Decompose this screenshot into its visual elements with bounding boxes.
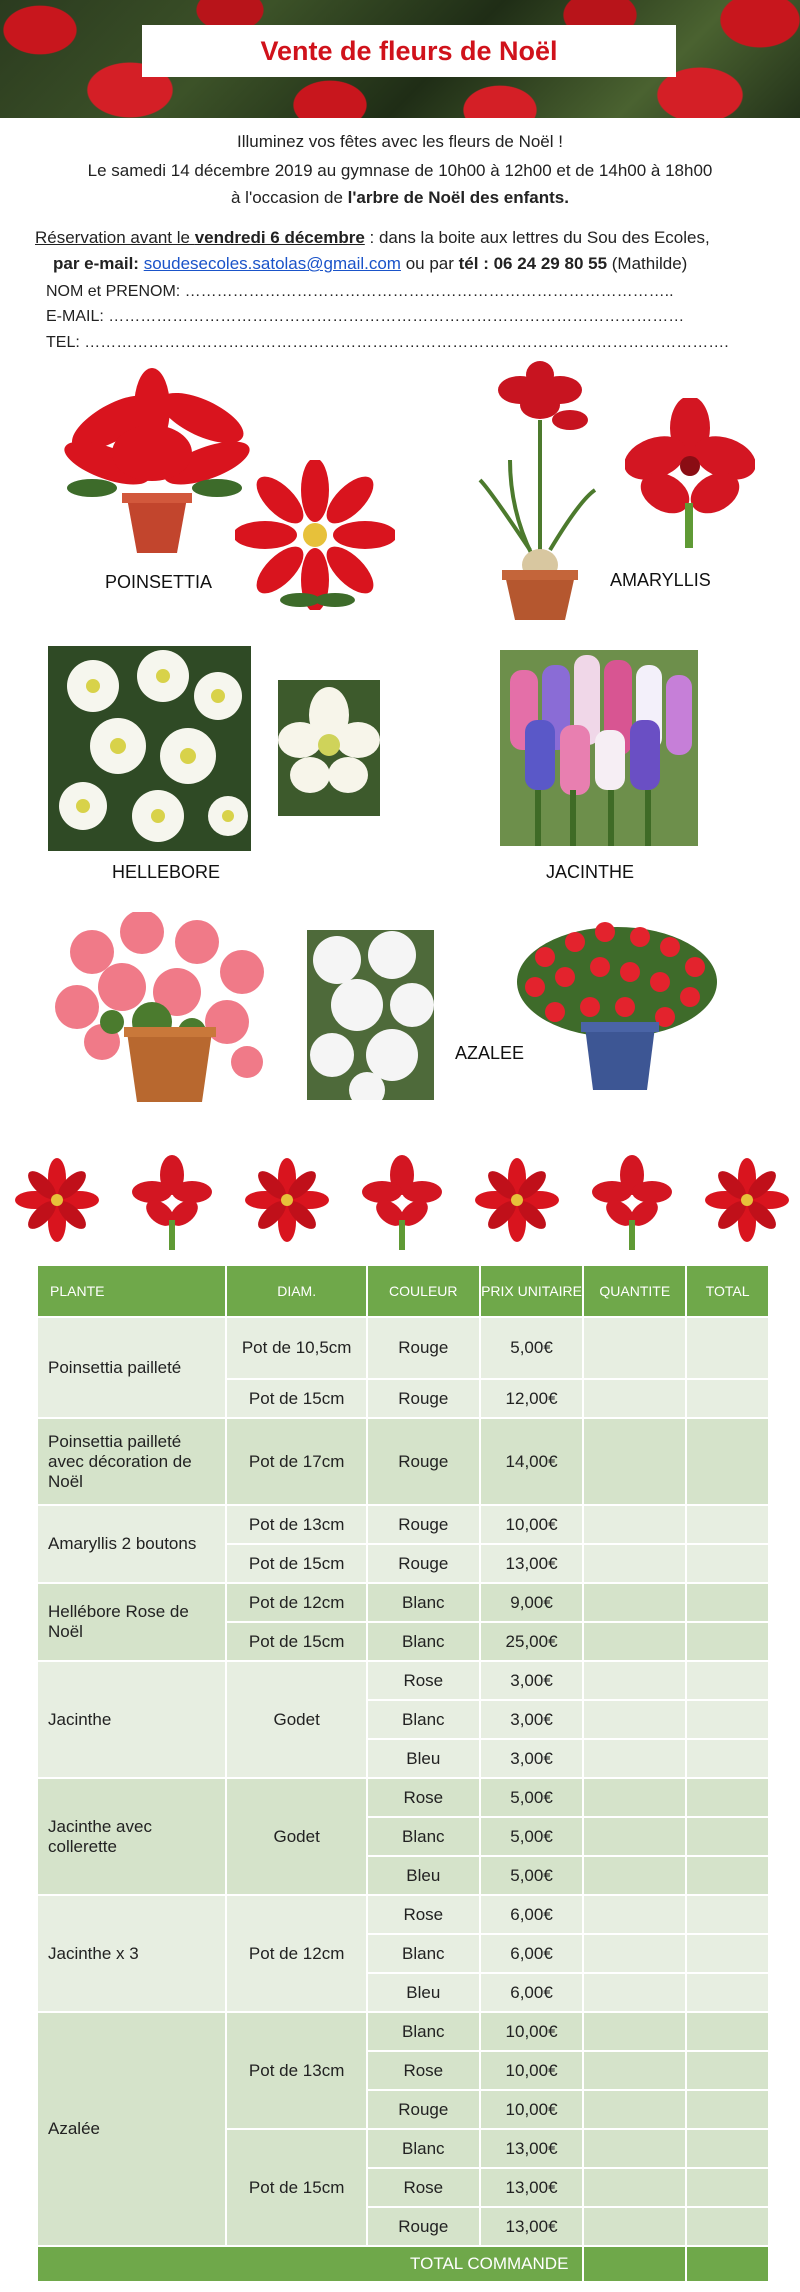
diameter-cell: Godet	[226, 1661, 367, 1778]
header-total: TOTAL	[686, 1265, 769, 1317]
reservation-label: Réservation avant le	[35, 228, 195, 247]
contact-line	[53, 254, 687, 274]
tel-name: (Mathilde)	[607, 254, 688, 273]
intro-line-3-text: à l'occasion de	[231, 188, 348, 207]
color-cell: Blanc	[367, 1622, 480, 1661]
color-cell: Rose	[367, 2168, 480, 2207]
plant-name-cell: Poinsettia pailleté	[37, 1317, 226, 1418]
quantity-cell[interactable]	[583, 1661, 686, 1700]
email-field[interactable]: E-MAIL: ………………………………………………………………………………………………	[46, 308, 685, 325]
header-prix: PRIX UNITAIRE	[480, 1265, 584, 1317]
table-row	[37, 1317, 769, 1379]
price-cell: 3,00€	[480, 1739, 584, 1778]
page-title: Vente de fleurs de Noël	[260, 35, 558, 66]
quantity-cell[interactable]	[583, 1973, 686, 2012]
price-cell: 10,00€	[480, 2012, 584, 2051]
quantity-cell[interactable]	[583, 1700, 686, 1739]
total-cell	[686, 1544, 769, 1583]
color-cell: Blanc	[367, 2012, 480, 2051]
intro-line-1: Illuminez vos fêtes avec les fleurs de Noël !	[237, 132, 563, 151]
total-cell	[686, 1317, 769, 1379]
total-cell	[686, 2168, 769, 2207]
price-cell: 10,00€	[480, 1505, 584, 1544]
quantity-cell[interactable]	[583, 2090, 686, 2129]
color-cell: Rouge	[367, 2207, 480, 2246]
quantity-cell[interactable]	[583, 1622, 686, 1661]
plant-name-cell: Jacinthe x 3	[37, 1895, 226, 2012]
color-cell: Rouge	[367, 1379, 480, 1418]
reservation-date: vendredi 6 décembre	[194, 228, 365, 247]
price-cell: 25,00€	[480, 1622, 584, 1661]
total-cell	[686, 1418, 769, 1505]
quantity-cell[interactable]	[583, 1544, 686, 1583]
hellebore-bouquet-image	[48, 646, 251, 851]
total-cell	[686, 1622, 769, 1661]
tel-field[interactable]: TEL: ………………………………………………………………………………………………………….	[46, 334, 729, 351]
total-cell	[686, 1934, 769, 1973]
label-poinsettia: POINSETTIA	[105, 572, 213, 592]
total-cell	[686, 1739, 769, 1778]
decorative-flower-row	[0, 1155, 800, 1255]
title-box	[142, 25, 676, 77]
poinsettia-pot-image	[52, 368, 262, 558]
price-cell: 6,00€	[480, 1973, 584, 2012]
table-row	[37, 1778, 769, 1817]
color-cell: Rose	[367, 1895, 480, 1934]
total-cell	[686, 1700, 769, 1739]
price-cell: 13,00€	[480, 1544, 584, 1583]
diameter-cell: Pot de 12cm	[226, 1895, 367, 2012]
quantity-cell[interactable]	[583, 1778, 686, 1817]
color-cell: Rouge	[367, 1544, 480, 1583]
color-cell: Blanc	[367, 1934, 480, 1973]
total-cell	[686, 1661, 769, 1700]
table-row	[37, 1583, 769, 1622]
label-hellebore: HELLEBORE	[112, 862, 221, 882]
price-cell: 5,00€	[480, 1817, 584, 1856]
label-azalee: AZALEE	[455, 1043, 525, 1063]
jacinthe-image	[500, 650, 698, 846]
total-cell	[686, 2051, 769, 2090]
diameter-cell: Pot de 15cm	[226, 1379, 367, 1418]
poinsettia-flower-image	[235, 460, 395, 610]
diameter-cell: Pot de 13cm	[226, 1505, 367, 1544]
plant-name-cell: Jacinthe avec collerette	[37, 1778, 226, 1895]
color-cell: Rouge	[367, 2090, 480, 2129]
quantity-cell[interactable]	[583, 2051, 686, 2090]
quantity-cell[interactable]	[583, 1739, 686, 1778]
diameter-cell: Pot de 17cm	[226, 1418, 367, 1505]
total-cell	[686, 1379, 769, 1418]
price-cell: 12,00€	[480, 1379, 584, 1418]
quantity-cell[interactable]	[583, 1583, 686, 1622]
header-quantite: QUANTITE	[583, 1265, 686, 1317]
diameter-cell: Pot de 15cm	[226, 2129, 367, 2246]
price-cell: 6,00€	[480, 1934, 584, 1973]
color-cell: Bleu	[367, 1739, 480, 1778]
price-cell: 3,00€	[480, 1661, 584, 1700]
price-cell: 5,00€	[480, 1778, 584, 1817]
diameter-cell: Pot de 13cm	[226, 2012, 367, 2129]
table-row	[37, 1895, 769, 1934]
color-cell: Bleu	[367, 1856, 480, 1895]
color-cell: Rose	[367, 1661, 480, 1700]
color-cell: Rouge	[367, 1505, 480, 1544]
total-cell	[686, 2012, 769, 2051]
price-cell: 10,00€	[480, 2090, 584, 2129]
label-amaryllis: AMARYLLIS	[610, 570, 711, 590]
quantity-cell[interactable]	[583, 2129, 686, 2168]
header-couleur: COULEUR	[367, 1265, 480, 1317]
price-cell: 6,00€	[480, 1895, 584, 1934]
amaryllis-flower-image	[625, 398, 755, 548]
label-jacinthe: JACINTHE	[546, 862, 635, 882]
color-cell: Rouge	[367, 1418, 480, 1505]
tel-label: tél : 06 24 29 80 55	[458, 254, 608, 273]
quantity-cell[interactable]	[583, 1379, 686, 1418]
email-link[interactable]: soudesecoles.satolas@gmail.com	[143, 254, 401, 273]
color-cell: Rouge	[367, 1317, 480, 1379]
plant-name-cell: Hellébore Rose de Noël	[37, 1583, 226, 1661]
diameter-cell: Pot de 12cm	[226, 1583, 367, 1622]
quantity-cell[interactable]	[583, 2168, 686, 2207]
email-prefix: par e-mail:	[53, 254, 144, 273]
table-row	[37, 2012, 769, 2051]
email-post: ou par	[400, 254, 459, 273]
hellebore-flower-image	[278, 680, 380, 816]
color-cell: Blanc	[367, 1817, 480, 1856]
table-row	[37, 1661, 769, 1700]
price-cell: 14,00€	[480, 1418, 584, 1505]
color-cell: Blanc	[367, 1583, 480, 1622]
quantity-cell[interactable]	[583, 1895, 686, 1934]
quantity-cell[interactable]	[583, 2207, 686, 2246]
price-cell: 13,00€	[480, 2168, 584, 2207]
price-cell: 9,00€	[480, 1583, 584, 1622]
price-cell: 10,00€	[480, 2051, 584, 2090]
quantity-cell[interactable]	[583, 1856, 686, 1895]
quantity-cell[interactable]	[583, 1418, 686, 1505]
total-cell	[686, 2207, 769, 2246]
quantity-cell[interactable]	[583, 1505, 686, 1544]
azalee-pink-image	[52, 912, 274, 1104]
diameter-cell: Pot de 15cm	[226, 1544, 367, 1583]
intro-line-2: Le samedi 14 décembre 2019 au gymnase de 10h00 à 12h00 et de 14h00 à 18h00	[87, 161, 713, 180]
total-order-label: TOTAL COMMANDE	[37, 2246, 583, 2282]
price-cell: 3,00€	[480, 1700, 584, 1739]
amaryllis-pot-image	[470, 360, 610, 625]
intro-line-3	[0, 188, 800, 208]
plant-name-cell: Amaryllis 2 boutons	[37, 1505, 226, 1583]
total-cell	[686, 1505, 769, 1544]
total-cell	[686, 2129, 769, 2168]
reservation-rest: : dans la boite aux lettres du Sou des Ecoles,	[364, 228, 710, 247]
diameter-cell: Pot de 15cm	[226, 1622, 367, 1661]
reservation-line	[35, 228, 710, 248]
quantity-cell[interactable]	[583, 2012, 686, 2051]
diameter-cell: Pot de 10,5cm	[226, 1317, 367, 1379]
color-cell: Bleu	[367, 1973, 480, 2012]
total-cell	[686, 1817, 769, 1856]
order-table	[36, 1264, 770, 2283]
price-cell: 5,00€	[480, 1856, 584, 1895]
table-header-row	[37, 1265, 769, 1317]
total-cell	[686, 1895, 769, 1934]
intro-line-3-bold: l'arbre de Noël des enfants.	[347, 188, 569, 207]
plant-name-cell: Poinsettia pailleté avec décoration de Noël	[37, 1418, 226, 1505]
diameter-cell: Godet	[226, 1778, 367, 1895]
color-cell: Rose	[367, 2051, 480, 2090]
table-row	[37, 1418, 769, 1505]
price-cell: 5,00€	[480, 1317, 584, 1379]
name-field[interactable]: NOM et PRENOM: ………………………………………………………………………………..	[46, 283, 674, 300]
total-amount-cell	[686, 2246, 769, 2282]
header-plante: PLANTE	[37, 1265, 226, 1317]
plant-name-cell: Jacinthe	[37, 1661, 226, 1778]
total-order-row	[37, 2246, 769, 2282]
quantity-cell[interactable]	[583, 1934, 686, 1973]
quantity-cell[interactable]	[583, 1817, 686, 1856]
quantity-cell[interactable]	[583, 1317, 686, 1379]
banner-image	[0, 0, 800, 118]
table-row	[37, 1505, 769, 1544]
plant-name-cell: Azalée	[37, 2012, 226, 2246]
color-cell: Rose	[367, 1778, 480, 1817]
total-cell	[686, 1856, 769, 1895]
price-cell: 13,00€	[480, 2129, 584, 2168]
azalee-red-image	[505, 912, 730, 1092]
total-cell	[686, 1778, 769, 1817]
total-quantity-cell[interactable]	[583, 2246, 686, 2282]
total-cell	[686, 1583, 769, 1622]
color-cell: Blanc	[367, 1700, 480, 1739]
color-cell: Blanc	[367, 2129, 480, 2168]
price-cell: 13,00€	[480, 2207, 584, 2246]
total-cell	[686, 2090, 769, 2129]
azalee-white-image	[307, 930, 434, 1100]
header-diam: DIAM.	[226, 1265, 367, 1317]
total-cell	[686, 1973, 769, 2012]
